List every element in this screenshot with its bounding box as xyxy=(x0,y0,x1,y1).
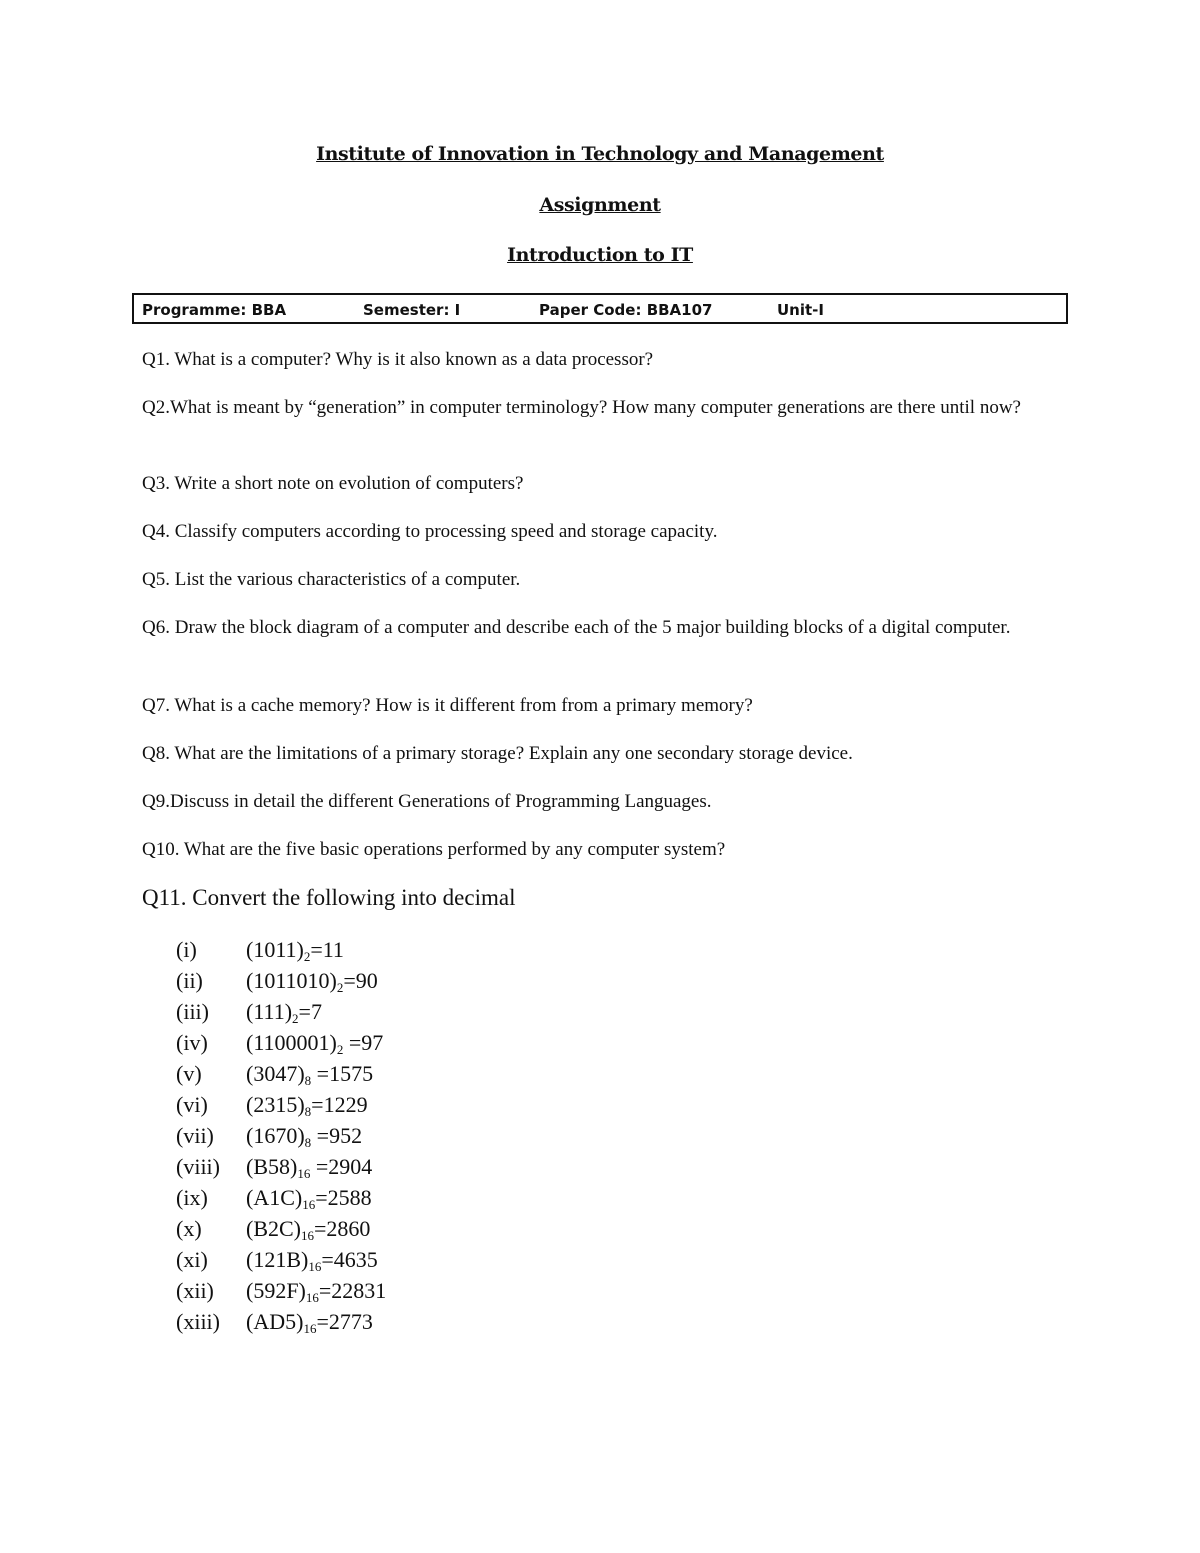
question-6: Q6. Draw the block diagram of a computer and describe each of the 5 major building blocks of a digital computer. xyxy=(142,617,1011,638)
question-3: Q3. Write a short note on evolution of computers? xyxy=(142,473,524,494)
conversion-number: (iii) xyxy=(176,999,209,1024)
conversion-expression: $(3047)_8 =1575$ xyxy=(246,1061,374,1088)
conversion-expression: $(AD5)_{16}=2773$ xyxy=(246,1309,373,1336)
conversion-number: (vi) xyxy=(176,1092,208,1117)
semester-label: Semester: I xyxy=(363,301,461,319)
subject-heading: Introduction to IT xyxy=(507,244,693,266)
conversion-expression: $(B2C)_{16}=2860$ xyxy=(246,1216,371,1243)
conversion-number: (ix) xyxy=(176,1185,208,1210)
question-11: Q11. Convert the following into decimal xyxy=(142,885,516,910)
assignment-heading: Assignment xyxy=(539,194,661,216)
conversion-number: (ii) xyxy=(176,968,203,993)
conversion-expression: $(B58)_{16} =2904$ xyxy=(246,1154,373,1181)
conversion-number: (xiii) xyxy=(176,1309,220,1334)
paper-code-label: Paper Code: BBA107 xyxy=(539,301,713,319)
conversion-number: (vii) xyxy=(176,1123,214,1148)
conversion-number: (iv) xyxy=(176,1030,208,1055)
question-7: Q7. What is a cache memory? How is it different from from a primary memory? xyxy=(142,695,753,716)
conversion-expression: $(1011010)_2=90$ xyxy=(246,968,378,995)
question-5: Q5. List the various characteristics of a computer. xyxy=(142,569,521,590)
conversion-expression: $(592F)_{16}=22831$ xyxy=(246,1278,387,1305)
conversion-expression: $(1011)_2=11$ xyxy=(246,937,344,964)
conversion-expression: $(A1C)_{16}=2588$ xyxy=(246,1185,372,1212)
conversion-number: (xii) xyxy=(176,1278,214,1303)
question-9: Q9.Discuss in detail the different Generations of Programming Languages. xyxy=(142,791,712,812)
course-info-box xyxy=(132,293,1068,324)
conversion-expression: $(2315)_8=1229$ xyxy=(246,1092,368,1119)
conversion-number: (viii) xyxy=(176,1154,220,1179)
question-1: Q1. What is a computer? Why is it also known as a data processor? xyxy=(142,349,654,370)
conversion-number: (v) xyxy=(176,1061,202,1086)
conversion-number: (i) xyxy=(176,937,197,962)
conversion-expression: $(121B)_{16}=4635$ xyxy=(246,1247,378,1274)
question-8: Q8. What are the limitations of a primary storage? Explain any one secondary storage device. xyxy=(142,743,853,764)
question-4: Q4. Classify computers according to processing speed and storage capacity. xyxy=(142,521,718,542)
unit-label: Unit-I xyxy=(777,301,824,319)
question-10: Q10. What are the five basic operations performed by any computer system? xyxy=(142,839,726,860)
institute-title: Institute of Innovation in Technology and Management xyxy=(316,143,884,165)
conversion-expression: $(111)_2=7$ xyxy=(246,999,322,1026)
conversion-number: (x) xyxy=(176,1216,202,1241)
conversion-expression: $(1670)_8 =952$ xyxy=(246,1123,363,1150)
conversion-number: (xi) xyxy=(176,1247,208,1272)
programme-label: Programme: BBA xyxy=(142,301,287,319)
question-2: Q2.What is meant by “generation” in computer terminology? How many computer generations are there until now? xyxy=(142,397,1021,418)
conversion-expression: $(1100001)_2 =97$ xyxy=(246,1030,384,1057)
